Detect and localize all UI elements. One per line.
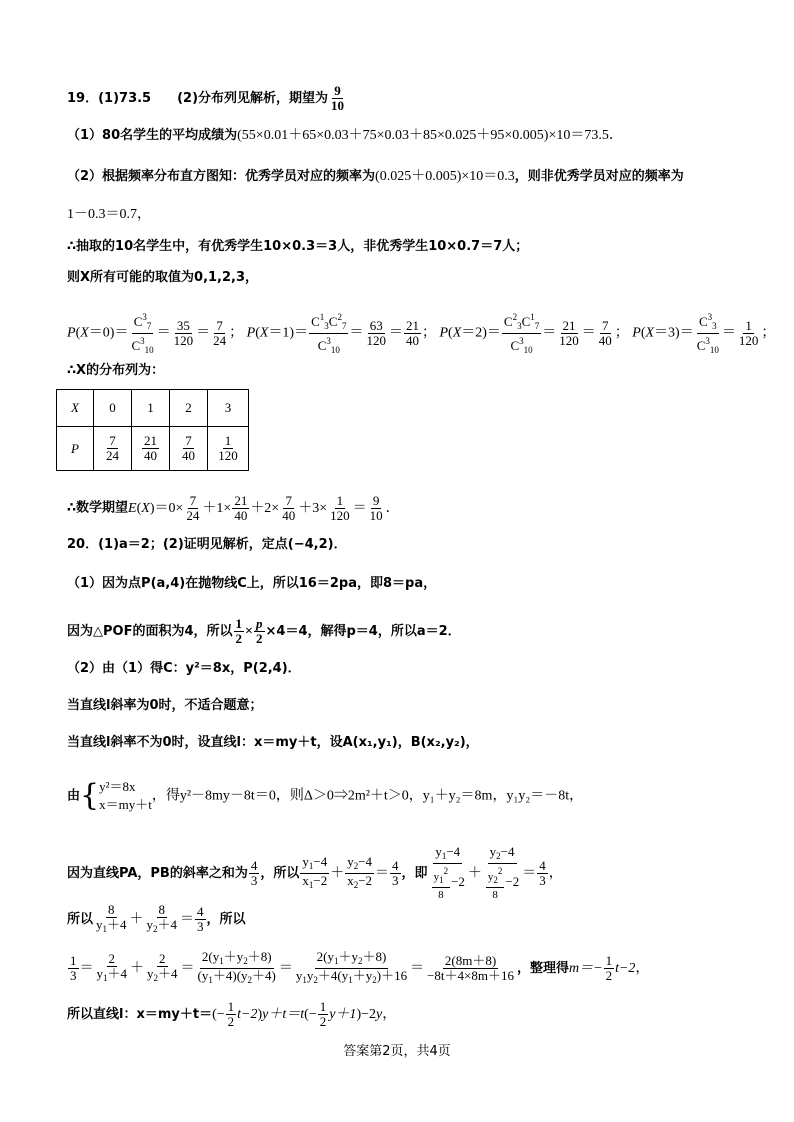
q19-heading: 19．(1)73.5 (2)分布列见解析，期望为 $\frac{9}{10}$ [67,83,345,113]
q20-system: 由{ y²＝8x x＝my＋t ，得y²－8my－8t＝0，则Δ＞0⇒2m²＋t＞0，y₁＋y₂＝8m，y₁y₂＝－8t， [67,778,584,813]
q19-expectation: ∴数学期望E(X)＝0× $\frac{7}{24}$ ＋1× $\frac{21}{40}$ ＋2× $\frac{7}{40}$ ＋3× $\frac{1}{120}$ ＝ $\frac{9}{10}$ ． [67,493,400,523]
q19-part2: （2）根据频率分布直方图知：优秀学员对应的频率为(0.025＋0.005)×10＝0.3，则非优秀学员对应的频率为 [67,169,684,184]
q20-part2-c: 当直线l斜率不为0时，设直线l：x＝my＋t，设A(x₁,y₁)，B(x₂,y₂)， [67,735,479,750]
table-cell: $\frac{21}{40}$ [132,427,170,471]
q19-draw-line: ∴抽取的10名学生中，有优秀学生10×0.3＝3人，非优秀学生10×0.7＝7人； [67,239,529,254]
table-cell: 2 [170,390,208,427]
page-footer: 答案第2页，共4页 [343,1044,451,1059]
brace-icon: { [80,778,100,813]
q20-part2-b: 当直线l斜率为0时，不适合题意； [67,698,263,713]
table-cell: $\frac{1}{120}$ [208,427,249,471]
q20-heading: 20．(1)a＝2；(2)证明见解析，定点(−4,2)． [67,537,347,552]
q19-values-line: 则X所有可能的取值为0,1,2,3， [67,270,259,285]
q20-so-line: 所以 $\frac{8}{y_1+4}$ ＋ $\frac{8}{y_2+4}$ ＝ $\frac{4}{3}$ ，所以 [67,902,246,934]
table-row [57,427,249,471]
table-cell: 3 [208,390,249,427]
q20-final-line: 所以直线l：x＝my＋t＝(− $\frac{1}{2}$ t−2)y＋t＝t(− $\frac{1}{2}$ y＋1)−2y， [67,999,397,1029]
distribution-table [56,389,249,471]
q19-dist-label: ∴X的分布列为： [67,363,165,378]
table-cell: P [57,427,94,471]
q20-slope-sum: 因为直线PA，PB的斜率之和为 $\frac{4}{3}$ ，所以 $\frac{y_1-4}{x_1-2}$ ＋ $\frac{y_2-4}{x_2-2}$ ＝ $\frac{4}{3}$ ，即 $y_1-4$ $\frac{y_1^2}{8}$ −2 ＋ $y_2-4$ $\frac{y_2^2}{8}$ −2 ＝ $\frac{4}{3}$ ， [67,844,563,901]
q19-probabilities: P(X＝0)＝ $\frac{C^3_7}{C^3_{10}}$ ＝ $\frac{35}{120}$ ＝ $\frac{7}{24}$ ； P(X＝1)＝ $\frac{C^1_3C^2_7}{C^3_{10}}$ ＝ $\frac{63}{120}$ ＝ $\frac{21}{40}$ ； P(X＝2)＝ $\frac{C^2_3C^1_7}{C^3_{10}}$ ＝ $\frac{21}{120}$ ＝ $\frac{7}{40}$ ； P(X＝3)＝ $\frac{C^3_3}{C^3_{10}}$ ＝ $\frac{1}{120}$ ； [67,312,776,355]
table-cell: 1 [132,390,170,427]
table-cell: X [57,390,94,427]
expectation-fraction: $\frac{9}{10}$ [331,83,345,113]
q20-part1-b: 因为△POF的面积为4，所以 $\frac{1}{2}$ × $\frac{p}{2}$ ×4＝4，解得p＝4，所以a＝2． [67,616,461,646]
table-cell: $\frac{7}{40}$ [170,427,208,471]
table-cell: 0 [94,390,132,427]
q20-part2-a: （2）由（1）得C：y²＝8x，P(2,4)． [67,661,301,676]
q19-part2-cont: 1－0.3＝0.7， [67,207,151,222]
q20-long-equation: $\frac{1}{3}$ ＝ $\frac{2}{y_1+4}$ ＋ $\frac{2}{y_2+4}$ ＝ $\frac{2(y_1+y_2+8)}{(y_1+4)(y_2+4)}$ ＝ $\frac{2(y_1+y_2+8)}{y_1y_2+4(y_1+y_2)+16}$ ＝ $\frac{2(8m+8)}{-8t+4\times 8m+16}$ ，整理得m＝− $\frac{1}{2}$ t−2， [70,949,650,985]
table-cell: $\frac{7}{24}$ [94,427,132,471]
q20-part1-a: （1）因为点P(a,4)在抛物线C上，所以16＝2pa，即8＝pa， [67,576,437,591]
table-row [57,390,249,427]
q19-part1: （1）80名学生的平均成绩为(55×0.01＋65×0.03＋75×0.03＋85×0.025＋95×0.005)×10＝73.5． [67,128,623,143]
